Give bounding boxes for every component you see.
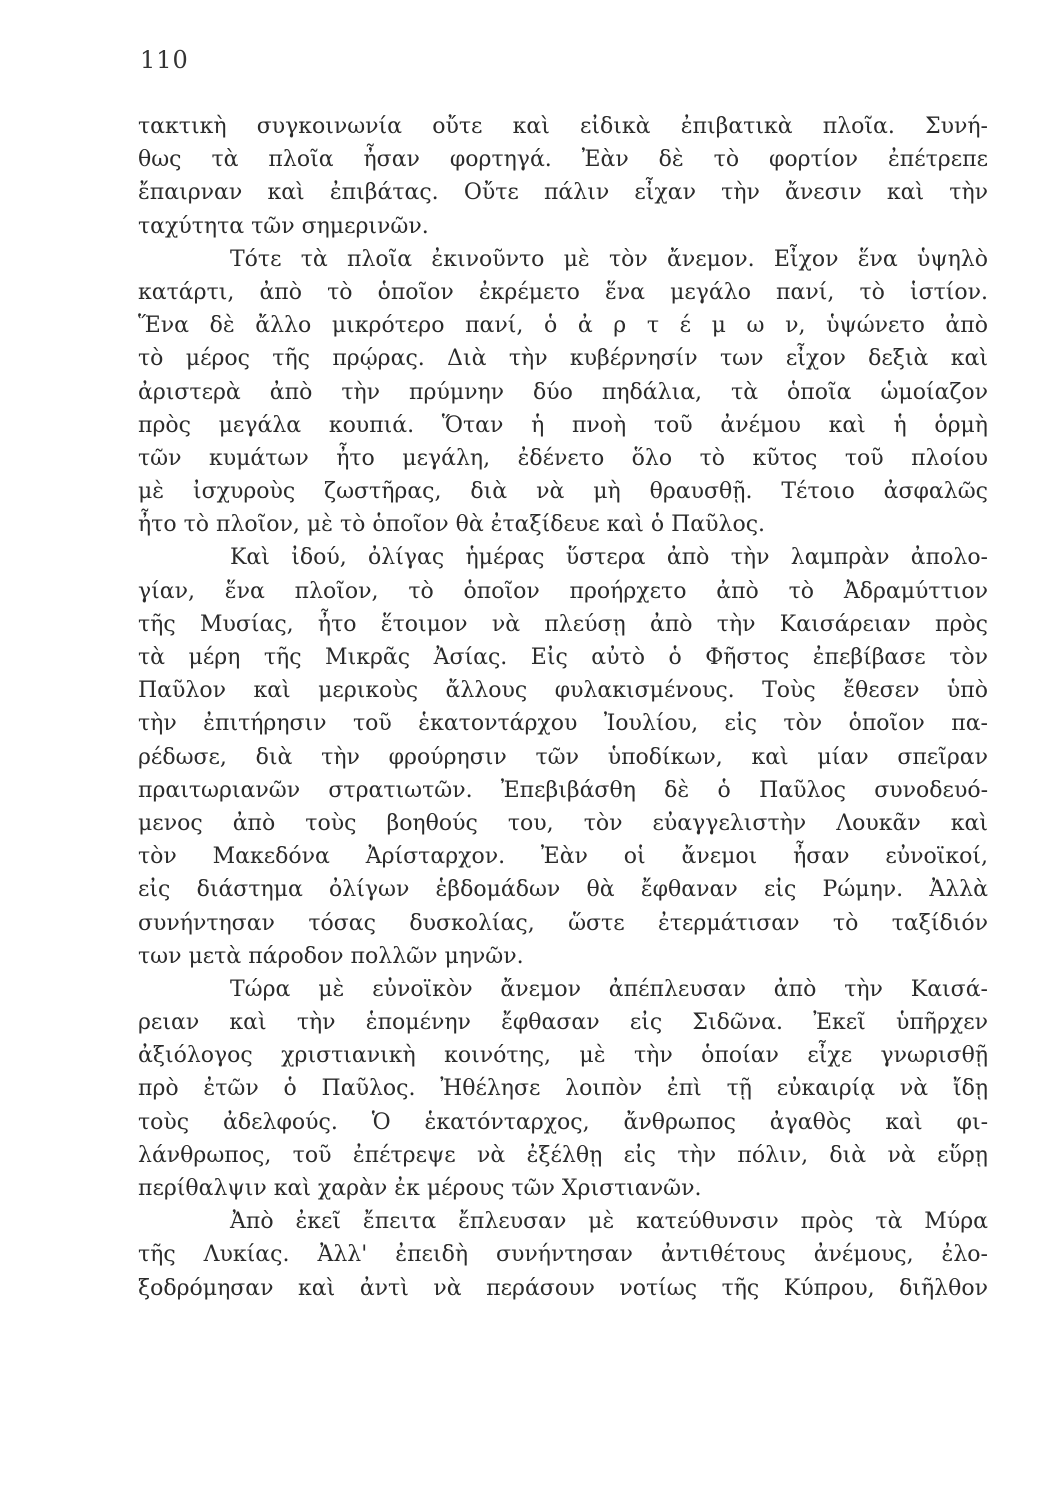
- text-line: γίαν, ἕνα πλοῖον, τὸ ὁποῖον προήρχετο ἀπὸ τὸ Ἀδραμύττιον: [138, 578, 988, 604]
- text-line: κατάρτι, ἀπὸ τὸ ὁποῖον ἐκρέμετο ἕνα μεγάλο πανί, τὸ ἱστίον.: [138, 279, 988, 305]
- text-line: ξοδρόμησαν καὶ ἀντὶ νὰ περάσουν νοτίως τῆς Κύπρου, διῆλθον: [138, 1275, 988, 1301]
- text-line: των μετὰ πάροδον πολλῶν μηνῶν.: [138, 943, 524, 969]
- text-line: πρὸς μεγάλα κουπιά. Ὅταν ἡ πνοὴ τοῦ ἀνέμου καὶ ἡ ὁρμὴ: [138, 412, 988, 438]
- page-number: 110: [140, 46, 189, 74]
- text-line: ἀξιόλογος χριστιανικὴ κοινότης, μὲ τὴν ὁποίαν εἶχε γνωρισθῇ: [138, 1043, 988, 1069]
- text-line: τῆς Λυκίας. Ἀλλ' ἐπειδὴ συνήντησαν ἀντιθέτους ἀνέμους, ἐλο-: [138, 1242, 988, 1268]
- text-line: περίθαλψιν καὶ χαρὰν ἐκ μέρους τῶν Χριστιανῶν.: [138, 1176, 702, 1201]
- text-line: λάνθρωπος, τοῦ ἐπέτρεψε νὰ ἐξέλθῃ εἰς τὴν πόλιν, διὰ νὰ εὕρῃ: [138, 1142, 988, 1168]
- text-line: τῆς Μυσίας, ἦτο ἕτοιμον νὰ πλεύσῃ ἀπὸ τὴν Καισάρειαν πρὸς: [138, 611, 988, 637]
- text-line: τὸν Μακεδόνα Ἀρίσταρχον. Ἐὰν οἱ ἄνεμοι ἦσαν εὐνοϊκοί,: [138, 844, 988, 870]
- text-line: Τώρα μὲ εὐνοϊκὸν ἄνεμον ἀπέπλευσαν ἀπὸ τὴν Καισά-: [230, 976, 988, 1002]
- text-line: Ἀπὸ ἐκεῖ ἔπειτα ἔπλευσαν μὲ κατεύθυνσιν πρὸς τὰ Μύρα: [230, 1209, 988, 1235]
- text-line: ταχύτητα τῶν σημερινῶν.: [138, 213, 429, 239]
- text-line: ρειαν καὶ τὴν ἑπομένην ἔφθασαν εἰς Σιδῶνα. Ἐκεῖ ὑπῆρχεν: [138, 1010, 988, 1036]
- text-line: πρὸ ἐτῶν ὁ Παῦλος. Ἠθέλησε λοιπὸν ἐπὶ τῇ εὐκαιρίᾳ νὰ ἴδῃ: [138, 1076, 988, 1102]
- text-line: συνήντησαν τόσας δυσκολίας, ὥστε ἐτερμάτισαν τὸ ταξίδιόν: [138, 910, 988, 936]
- text-line: Παῦλον καὶ μερικοὺς ἄλλους φυλακισμένους. Τοὺς ἔθεσεν ὑπὸ: [138, 678, 988, 704]
- text-line: ἦτο τὸ πλοῖον, μὲ τὸ ὁποῖον θὰ ἐταξίδευε καὶ ὁ Παῦλος.: [138, 512, 766, 538]
- body-text: [138, 110, 988, 1305]
- text-line: τακτικὴ συγκοινωνία οὔτε καὶ εἰδικὰ ἐπιβατικὰ πλοῖα. Συνή-: [138, 114, 988, 139]
- text-line: μενος ἀπὸ τοὺς βοηθούς του, τὸν εὐαγγελιστὴν Λουκᾶν καὶ: [138, 810, 988, 836]
- text-line: τὴν ἐπιτήρησιν τοῦ ἑκατοντάρχου Ἰουλίου, εἰς τὸν ὁποῖον πα-: [138, 711, 988, 737]
- text-line: τὰ μέρη τῆς Μικρᾶς Ἀσίας. Εἰς αὐτὸ ὁ Φῆστος ἐπεβίβασε τὸν: [138, 645, 988, 670]
- text-line: τοὺς ἀδελφούς. Ὁ ἑκατόνταρχος, ἄνθρωπος ἀγαθὸς καὶ φι-: [138, 1109, 988, 1135]
- text-line: Τότε τὰ πλοῖα ἐκινοῦντο μὲ τὸν ἄνεμον. Εἶχον ἕνα ὑψηλὸ: [230, 246, 988, 272]
- text-line: Ἕνα δὲ ἄλλο μικρότερο πανί, ὁ ἀ ρ τ έ μ ω ν, ὑψώνετο ἀπὸ: [138, 313, 988, 339]
- text-line: πραιτωριανῶν στρατιωτῶν. Ἐπεβιβάσθη δὲ ὁ Παῦλος συνοδευό-: [138, 777, 988, 803]
- text-line: ρέδωσε, διὰ τὴν φρούρησιν τῶν ὑποδίκων, καὶ μίαν σπεῖραν: [138, 744, 988, 770]
- text-line: θως τὰ πλοῖα ἦσαν φορτηγά. Ἐὰν δὲ τὸ φορτίον ἐπέτρεπε: [138, 147, 988, 173]
- text-line: μὲ ἰσχυροὺς ζωστῆρας, διὰ νὰ μὴ θραυσθῇ. Τέτοιο ἀσφαλῶς: [138, 479, 988, 505]
- text-line: τῶν κυμάτων ἦτο μεγάλη, ἐδένετο ὅλο τὸ κῦτος τοῦ πλοίου: [138, 445, 988, 471]
- text-line: ἔπαιρναν καὶ ἐπιβάτας. Οὔτε πάλιν εἶχαν τὴν ἄνεσιν καὶ τὴν: [138, 180, 988, 206]
- text-line: τὸ μέρος τῆς πρῴρας. Διὰ τὴν κυβέρνησίν των εἶχον δεξιὰ καὶ: [138, 346, 988, 372]
- text-line: ἀριστερὰ ἀπὸ τὴν πρύμνην δύο πηδάλια, τὰ ὁποῖα ὡμοίαζον: [138, 379, 988, 405]
- text-line: Καὶ ἰδού, ὀλίγας ἡμέρας ὕστερα ἀπὸ τὴν λαμπρὰν ἀπολο-: [230, 545, 988, 571]
- text-line: εἰς διάστημα ὀλίγων ἑβδομάδων θὰ ἔφθαναν εἰς Ρώμην. Ἀλλὰ: [138, 877, 988, 903]
